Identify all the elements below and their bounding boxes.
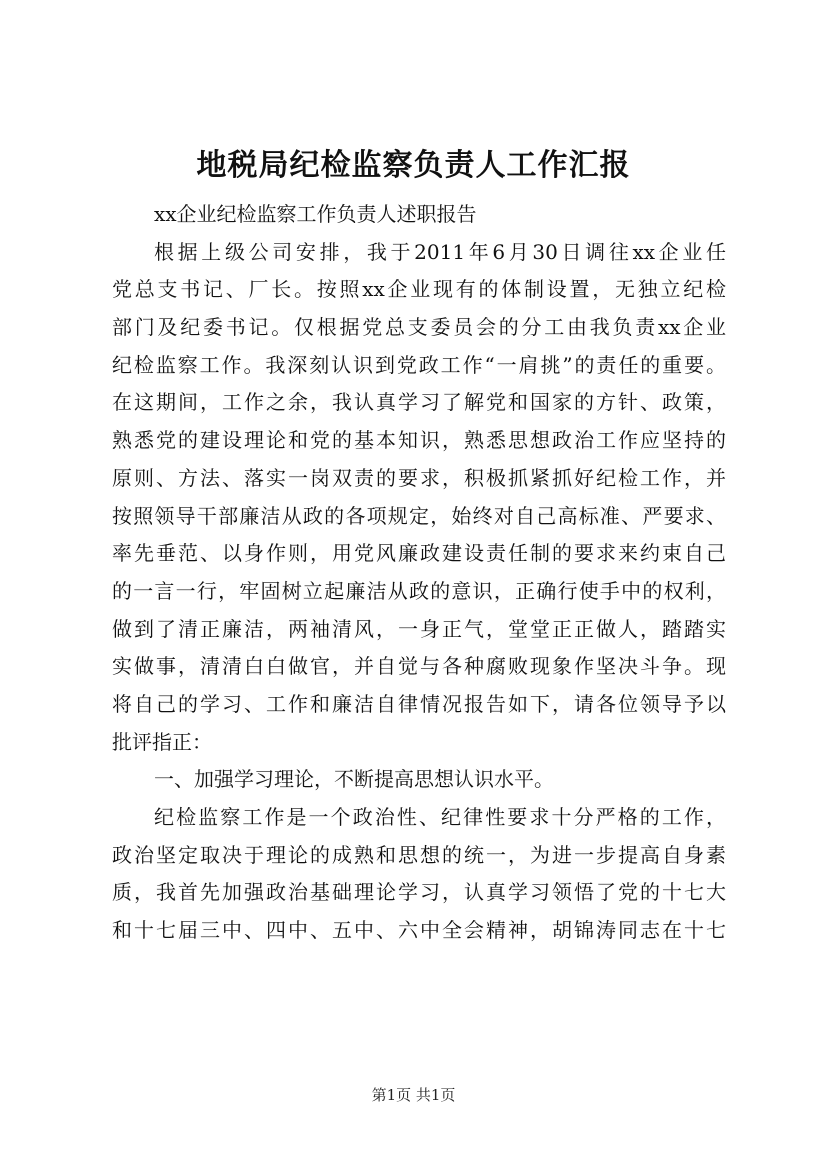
- body-line: 纪检监察工作。我深刻认识到党政工作“一肩挑”的责任的重要。: [112, 352, 726, 377]
- body-line: 将自己的学习、工作和廉洁自律情况报告如下，请各位领导予以: [112, 691, 726, 716]
- body-line: 批评指正：: [112, 729, 212, 754]
- page-footer: 第1页 共1页: [371, 1086, 456, 1104]
- body-line: xx企业纪检监察工作负责人述职报告: [154, 202, 477, 226]
- body-line: 和十七届三中、四中、五中、六中全会精神，胡锦涛同志在十七: [112, 918, 726, 943]
- body-line: 的一言一行，牢固树立起廉洁从政的意识，正确行使手中的权利，: [112, 578, 726, 603]
- body-line: 率先垂范、以身作则，用党风廉政建设责任制的要求来约束自己: [112, 541, 726, 566]
- body-line: 纪检监察工作是一个政治性、纪律性要求十分严格的工作，: [154, 805, 726, 829]
- body-line: 部门及纪委书记。仅根据党总支委员会的分工由我负责xx企业: [112, 315, 726, 340]
- body-line: 质，我首先加强政治基础理论学习，认真学习领悟了党的十七大: [112, 880, 726, 905]
- body-line: 实做事，清清白白做官，并自觉与各种腐败现象作坚决斗争。现: [112, 654, 726, 679]
- body-line: 原则、方法、落实一岗双责的要求，积极抓紧抓好纪检工作，并: [112, 465, 726, 490]
- body-line: 政治坚定取决于理论的成熟和思想的统一，为进一步提高自身素: [112, 842, 726, 867]
- document-title: 地税局纪检监察负责人工作汇报: [196, 148, 631, 183]
- body-line: 按照领导干部廉洁从政的各项规定，始终对自己高标准、严要求、: [112, 503, 726, 528]
- document-body: [112, 196, 726, 950]
- body-line: 根据上级公司安排，我于2011年6月30日调往xx企业任: [154, 239, 726, 264]
- body-line: 做到了清正廉洁，两袖清风，一身正气，堂堂正正做人，踏踏实: [112, 616, 726, 641]
- body-line: 党总支书记、厂长。按照xx企业现有的体制设置，无独立纪检: [112, 277, 726, 302]
- body-line: 一、加强学习理论，不断提高思想认识水平。: [154, 767, 554, 792]
- body-line: 熟悉党的建设理论和党的基本知识，熟悉思想政治工作应坚持的: [112, 428, 726, 453]
- body-line: 在这期间，工作之余，我认真学习了解党和国家的方针、政策，: [112, 390, 726, 415]
